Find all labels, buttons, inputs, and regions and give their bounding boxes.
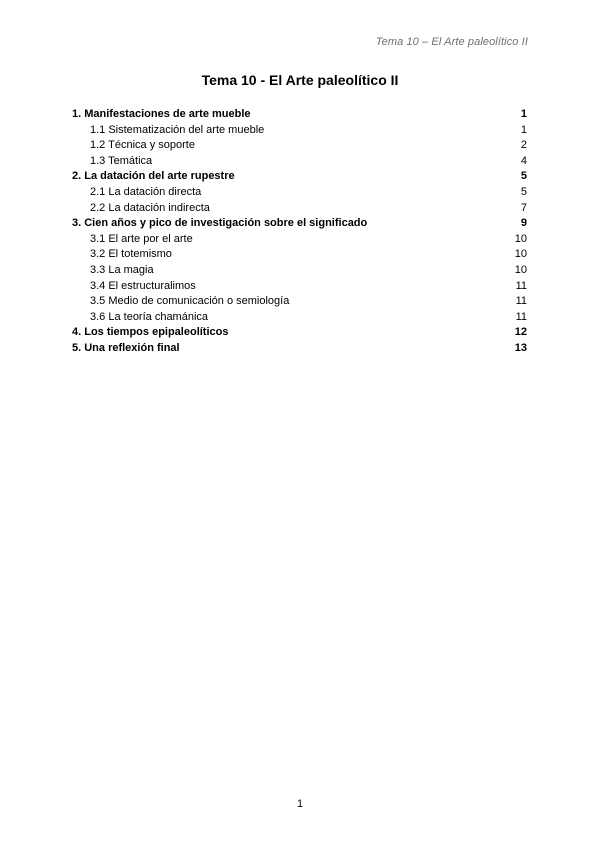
toc-entry-label: 3.3 La magia <box>90 263 154 276</box>
toc-entry-label: 2.1 La datación directa <box>90 185 202 198</box>
toc-entry[interactable] <box>72 279 527 295</box>
toc-entry-page: 12 <box>514 326 527 339</box>
toc-entry[interactable] <box>72 201 527 217</box>
toc-entry-label: 3.6 La teoría chamánica <box>90 310 209 323</box>
table-of-contents <box>72 107 527 357</box>
toc-entry-page: 2 <box>520 139 527 152</box>
toc-entry-page: 13 <box>514 341 527 354</box>
toc-entry-page: 10 <box>514 232 527 245</box>
toc-entry[interactable] <box>72 107 527 123</box>
toc-entry-page: 11 <box>515 310 527 323</box>
toc-entry[interactable] <box>72 216 527 232</box>
document-title: Tema 10 - El Arte paleolítico II <box>201 72 399 88</box>
toc-entry[interactable] <box>72 325 527 341</box>
toc-entry-label: 1.2 Técnica y soporte <box>90 139 195 152</box>
toc-entry-label: 3. Cien años y pico de investigación sobre el significado <box>72 217 368 230</box>
toc-entry[interactable] <box>72 232 527 248</box>
running-header: Tema 10 – El Arte paleolítico II <box>375 36 528 48</box>
toc-entry-page: 11 <box>515 279 527 292</box>
toc-entry-page: 1 <box>520 123 527 136</box>
toc-entry-label: 5. Una reflexión final <box>72 341 180 354</box>
toc-entry-label: 3.2 El totemismo <box>90 248 172 261</box>
toc-entry[interactable] <box>72 154 527 170</box>
toc-entry-label: 3.4 El estructuralimos <box>90 279 196 292</box>
toc-entry-page: 1 <box>520 108 527 120</box>
toc-entry-label: 2. La datación del arte rupestre <box>72 170 235 183</box>
toc-entry-page: 4 <box>520 154 527 167</box>
toc-entry[interactable] <box>72 185 527 201</box>
toc-entry[interactable] <box>72 169 527 185</box>
toc-entry[interactable] <box>72 310 527 326</box>
toc-entry[interactable] <box>72 341 527 357</box>
toc-entry-page: 10 <box>514 263 527 276</box>
toc-entry-label: 3.5 Medio de comunicación o semiología <box>90 295 290 308</box>
toc-entry-label: 2.2 La datación indirecta <box>90 201 210 214</box>
toc-entry-page: 11 <box>515 295 527 308</box>
toc-entry-label: 4. Los tiempos epipaleolíticos <box>72 326 229 339</box>
toc-entry-page: 5 <box>520 170 527 183</box>
toc-entry-label: 3.1 El arte por el arte <box>90 232 193 245</box>
toc-entry[interactable] <box>72 263 527 279</box>
toc-entry-page: 9 <box>520 217 527 230</box>
toc-entry-label: 1.3 Temática <box>90 154 153 167</box>
toc-entry[interactable] <box>72 123 527 139</box>
toc-entry-page: 10 <box>514 248 527 261</box>
toc-entry[interactable] <box>72 138 527 154</box>
page-number: 1 <box>296 798 304 810</box>
toc-entry-label: 1.1 Sistematización del arte mueble <box>90 123 265 136</box>
toc-entry[interactable] <box>72 294 527 310</box>
toc-entry-page: 5 <box>520 185 527 198</box>
toc-entry-label: 1. Manifestaciones de arte mueble <box>72 108 251 120</box>
toc-entry[interactable] <box>72 247 527 263</box>
toc-entry-page: 7 <box>520 201 527 214</box>
